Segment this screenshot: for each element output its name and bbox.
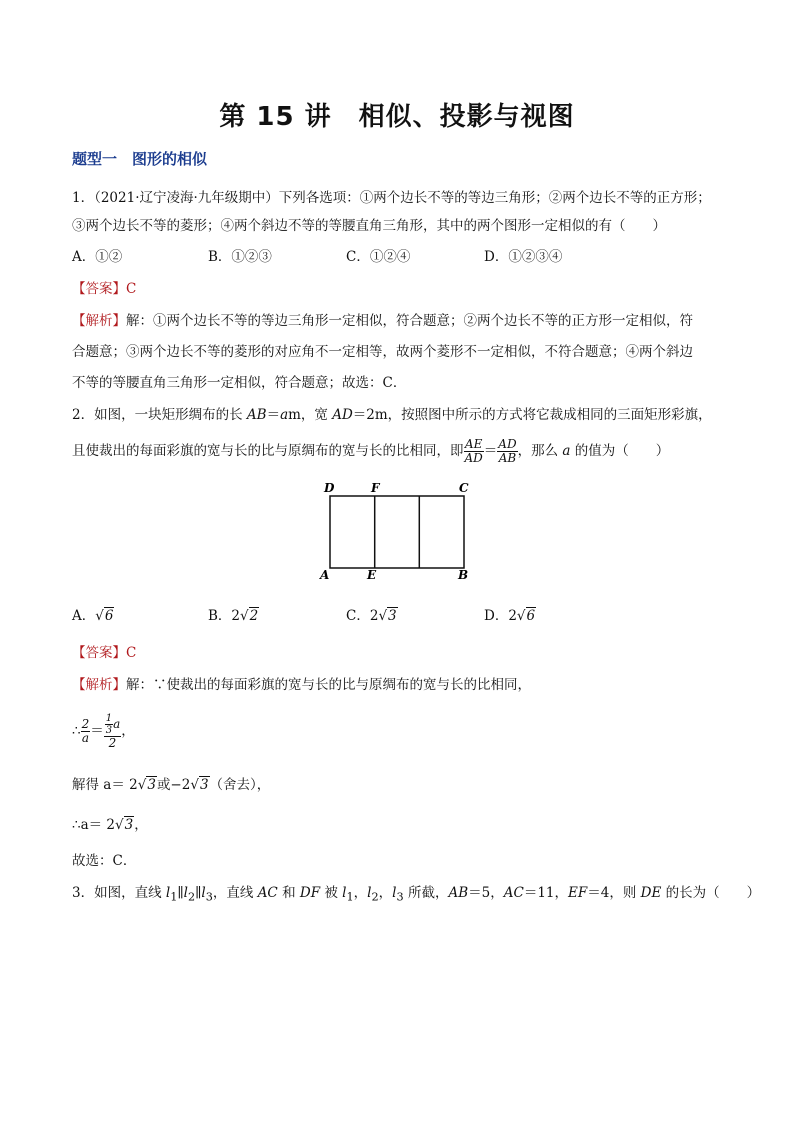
solve-text: （舍去）， [209,777,271,793]
answer-tag: 【答案】 [72,281,126,297]
analysis-text: 解：∵使裁出的每面彩旗的宽与长的比与原绸布的宽与长的比相同， [126,677,531,693]
sqrt: √6 [516,608,536,624]
fraction-numerator: 1 [105,713,113,724]
q2-stem-line2 [72,437,669,465]
q3-text: ＝4，则 [587,885,641,901]
equals-sign: ＝ [90,723,104,739]
label-d: D [324,481,335,495]
q3-var: AC [503,885,524,901]
sqrt: √3 [190,777,209,793]
q3-sub: 1 [346,890,354,904]
q1-analysis-line1 [72,311,693,331]
parallel-sign: ∥ [195,885,202,901]
q3-text: 所截， [403,885,449,901]
solve-text: 或−2 [156,777,191,793]
section-heading: 题型一 图形的相似 [72,150,208,168]
q1-stem-line1: 1．（2021·辽宁凌海·九年级期中）下列各选项：①两个边长不等的等边三角形；②两个边长不等的正方形； [72,190,711,206]
parallel-sign: ∥ [177,885,184,901]
q2-text: ＝2m，按照图中所示的方式将它裁成相同的三面矩形彩旗， [352,407,712,423]
therefore-sign: ∴ [72,723,81,739]
fraction-numerator: 2 [81,717,90,731]
fraction-denominator: AB [498,451,517,465]
sqrt: √3 [378,608,397,624]
sqrt: √3 [137,777,156,793]
sqrt: √3 [115,817,134,833]
fraction-denominator: AD [464,451,483,465]
q2-var-ad: AD [332,407,353,423]
option-coef: 2 [508,608,517,624]
q1-answer [72,279,136,299]
analysis-tag: 【解析】 [72,677,126,693]
q2-var-a: a [280,407,289,423]
radicand: 6 [104,608,114,624]
fraction-denominator: 3 [105,725,113,736]
q3-stem [72,883,760,908]
compound-fraction [104,713,122,750]
q1-option-c: C．①②④ [346,249,411,265]
fraction-denominator: a [81,731,89,745]
q3-text: 的长为（ ） [661,885,761,901]
q1-stem-line2: ③两个边长不等的菱形；④两个斜边不等的等腰直角三角形，其中的两个图形一定相似的有（ ） [72,218,666,234]
rectangle-figure [318,478,488,588]
q3-var: l [201,885,206,901]
outer-rectangle [330,496,464,568]
q1-option-a: A．①② [72,249,123,265]
q2-var-ab: AB [246,407,267,423]
q2-analysis-line1 [72,675,531,695]
q2-var-a: a [562,443,571,459]
q3-var: DE [640,885,662,901]
q2-option-a [72,606,114,626]
sqrt: √6 [95,608,114,624]
q3-text: ＝5， [468,885,504,901]
q2-solve-line [72,775,270,795]
analysis-tag: 【解析】 [72,313,126,329]
label-c: C [459,481,469,495]
fraction-ae-ad [464,438,484,465]
q2-option-c [346,606,398,626]
q3-text: 和 [277,885,300,901]
fraction-2-over-a [81,718,91,745]
q3-text: 被 [320,885,343,901]
page-title: 第 15 讲 相似、投影与视图 [219,102,575,132]
radicand: 3 [147,777,156,793]
q3-var: l [183,885,188,901]
fraction-numerator: AD [498,437,517,451]
radicand: 6 [526,608,536,624]
q2-text: 2．如图，一块矩形绸布的长 [72,407,247,423]
option-label: D． [484,608,509,624]
q3-sub: 2 [371,890,379,904]
q3-var: DF [299,885,321,901]
q3-sub: 1 [170,890,178,904]
label-f: F [371,481,380,495]
option-coef: 2 [369,608,379,624]
q2-option-d [484,606,536,626]
q2-answer [72,643,136,663]
q3-var: l [165,885,171,901]
option-label: B． [208,608,232,624]
q2-text: m，宽 [288,407,333,423]
var-a: a [113,717,121,731]
q3-sub: 2 [187,890,196,904]
q2-choose: 故选：C． [72,853,137,869]
q1-analysis-line3: 不等的等腰直角三角形一定相似，符合题意；故选：C． [72,375,407,391]
q3-text: ， [378,885,393,901]
q1-option-b: B．①②③ [208,249,272,265]
equals-sign: ＝ [483,443,498,459]
q3-sub: 3 [396,890,404,904]
q2-text: 且使裁出的每面彩旗的宽与长的比与原绸布的宽与长的比相同，即 [72,443,464,459]
q2-conclusion-line [72,815,148,835]
fraction-one-third [105,713,113,736]
analysis-text: 解：①两个边长不等的等边三角形一定相似，符合题意；②两个边长不等的正方形一定相似，符 [126,313,693,329]
conclusion-text: ∴a＝ 2 [72,817,116,833]
label-b: B [458,568,469,582]
q3-var: l [367,885,372,901]
option-label: A． [72,608,96,624]
label-e: E [367,568,377,582]
compound-numerator [104,713,122,737]
q1-analysis-line2: 合题意；③两个边长不等的菱形的对应角不一定相等，故两个菱形不一定相似，不符合题意；④两个斜边 [72,344,693,360]
comma: ， [121,723,135,739]
q3-var: l [392,885,397,901]
fraction-denominator: 2 [108,736,117,750]
q2-option-b [208,606,259,626]
conclusion-text: ， [134,817,148,833]
q3-sub: 3 [205,890,213,904]
q3-var: EF [568,885,588,901]
radicand: 3 [388,608,397,624]
label-a: A [320,568,330,582]
radicand: 3 [124,817,134,833]
radicand: 3 [199,777,209,793]
q3-var: l [342,885,347,901]
option-coef: 2 [231,608,241,624]
answer-value: C [126,281,137,297]
q3-text: ，直线 [212,885,258,901]
answer-value: C [126,645,137,661]
q3-text: ， [353,885,368,901]
radicand: 2 [249,608,259,624]
sqrt: √2 [240,608,259,624]
q3-var: AB [448,885,469,901]
fraction-numerator: AE [464,437,483,451]
q2-text: ＝ [266,407,281,423]
option-label: C． [346,608,370,624]
q2-text: 的值为（ ） [570,443,670,459]
q2-equation [72,708,135,754]
fraction-ad-ab [497,438,517,465]
answer-tag: 【答案】 [72,645,126,661]
q3-text: 3．如图，直线 [72,885,166,901]
q2-text: ，那么 [517,443,563,459]
q2-stem-line1 [72,405,712,425]
q3-text: ＝11， [523,885,569,901]
q1-option-d: D．①②③④ [484,249,563,265]
q3-var: AC [257,885,278,901]
solve-text: 解得 a＝ 2 [72,777,138,793]
